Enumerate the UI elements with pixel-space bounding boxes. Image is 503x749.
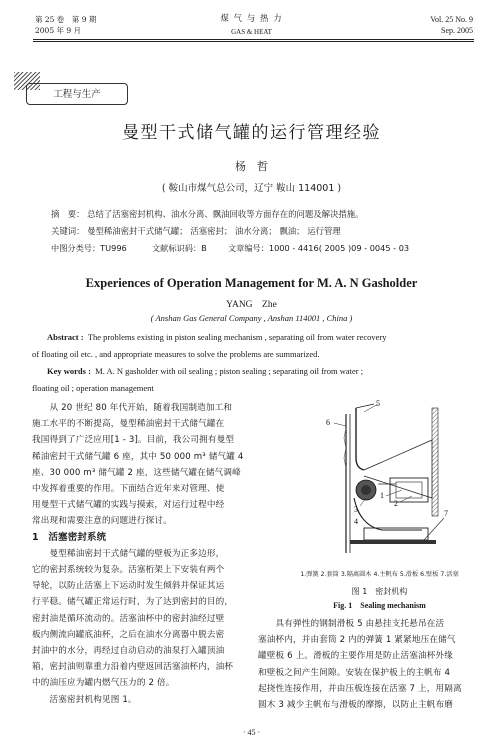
keywords-cn: [51, 226, 341, 236]
callout-7: 7: [444, 509, 448, 518]
section-line: 封油中的水分，再经过自动启动的油泵打入罐顶油: [32, 646, 225, 657]
section-line: 板内侧流向罐底油杯，之后在油水分离器中脱去密: [32, 629, 225, 640]
left-column: [32, 400, 254, 708]
abstract-cn-label: 摘 要：: [51, 209, 85, 219]
right-line: 和壁板之间产生间隙。安装在保护板上的主帆布 4: [258, 667, 451, 678]
header-date-en: Sep. 2005: [441, 26, 473, 35]
callout-6: 6: [326, 418, 330, 427]
right-line: 圆木 3 减少主帆布与滑板的摩擦，以防止主帆布磨: [258, 700, 454, 711]
callout-5: 5: [376, 399, 380, 408]
intro-line: 稀油密封干式储气罐 6 座，其中 50 000 m³ 储气罐 4: [32, 451, 244, 462]
classification: [51, 243, 409, 253]
header-volume: 第 25 卷 第 9 期: [35, 15, 97, 24]
callout-4: 4: [354, 517, 358, 526]
callout-3: 3: [354, 505, 358, 514]
section-line: 活塞密封机构见图 1。: [32, 694, 137, 705]
callout-2: 2: [394, 499, 398, 508]
section-line: 它的密封系统较为复杂。活塞桁架上下安装有两个: [32, 565, 225, 576]
section-line: 曼型稀油密封干式储气罐的壁板为正多边形，: [32, 548, 225, 559]
right-column: [258, 616, 488, 713]
intro-line: 我国得到了广泛应用[1 - 3]。目前，我公司拥有曼型: [32, 435, 235, 446]
author-en: YANG Zhe: [226, 300, 277, 310]
figure-caption-en: Fig. 1 Sealing mechanism: [333, 601, 426, 610]
title-en: Experiences of Operation Management for M. A. N Gasholder: [85, 276, 418, 290]
abstract-cn: [51, 209, 364, 219]
keywords-cn-label: 关键词：: [51, 226, 85, 236]
page-title: 曼型干式储气罐的运行管理经验: [122, 123, 381, 143]
author: 杨 哲: [235, 160, 268, 173]
header-rule: [33, 39, 474, 40]
sealing-mechanism-figure: [304, 398, 454, 566]
intro-line: 座、30 000 m³ 储气罐 2 座，这些储气罐在储气调峰: [32, 467, 241, 478]
header-rule-thin: [33, 41, 474, 42]
right-line: 起挠性连接作用，并由压板连接在活塞 7 上，用隔离: [258, 683, 462, 694]
keywords-en-line2: floating oil ; operation management: [32, 383, 154, 393]
article-number: 文章编号：1000 - 4416( 2005 )09 - 0045 - 03: [227, 243, 410, 253]
abstract-cn-text: 总结了活塞密封机构、油水分离、飘油回收等方面存在的问题及解决措施。: [87, 209, 364, 219]
keywords-en-label: Key words :: [47, 366, 91, 376]
right-line: 具有弹性的钢制滑板 5 由悬挂支托悬吊在活: [258, 619, 445, 629]
figure-caption: 图 1 密封机构: [351, 587, 408, 596]
section-line: 行平稳。储气罐正常运行时，为了达到密封的目的，: [32, 597, 234, 608]
page-number: · 45 ·: [242, 728, 261, 737]
affiliation: ( 鞍山市煤气总公司，辽宁 鞍山 114001 ): [161, 183, 342, 194]
header-journal: 煤 气 与 热 力: [220, 14, 283, 24]
keywords-cn-text: 曼型稀油密封干式储气罐； 活塞密封； 油水分离； 飘油； 运行管理: [87, 226, 341, 236]
section-line: 箱，密封油则靠重力沿着内壁返回活塞油杯内，油杯: [32, 662, 234, 673]
intro-line: 用曼型干式储气罐的实践与摸索，对运行过程中经: [32, 500, 225, 511]
intro-line: 常出现和需要注意的问题进行探讨。: [32, 516, 172, 527]
figure-legend: 1.弹簧 2.套筒 3.隔离圆木 4.主帆布 5.滑板 6.壁板 7.活塞: [300, 571, 459, 578]
section-label: 工程与生产: [26, 83, 128, 105]
intro-line: 施工水平的不断提高，曼型稀油密封干式储气罐在: [32, 419, 225, 430]
keywords-en-line1: M. A. N gasholder with oil sealing ; piston sealing ; separating oil from water ;: [95, 366, 364, 376]
right-line: 塞油杯内，并由套筒 2 内的弹簧 1 紧紧地压在储气: [258, 635, 456, 646]
doc-code: 文献标识码：B: [151, 243, 207, 253]
abstract-en: [32, 329, 477, 397]
abstract-en-line1: The problems existing in piston sealing mechanism , separating oil from water recovery: [87, 332, 387, 342]
callout-1: 1: [380, 491, 384, 500]
section-line: 密封油是循环流动的。活塞油杯中的密封油经过壁: [32, 613, 225, 624]
section-line: 导轮，以防止活塞上下运动时发生倾斜并保证其运: [32, 581, 225, 592]
header-date: 2005 年 9 月: [35, 26, 82, 35]
affiliation-en: ( Anshan Gas General Company , Anshan 114001 , China ): [150, 313, 353, 323]
clc-number: 中图分类号：TU996: [51, 243, 127, 253]
section-heading: 1 活塞密封系统: [32, 531, 107, 543]
section-line: 中的油压应为罐内燃气压力的 2 倍。: [32, 678, 175, 689]
header-volume-en: Vol. 25 No. 9: [430, 15, 473, 24]
right-line: 罐壁板 6 上。滑板的主要作用是防止活塞油杯外缘: [258, 651, 454, 662]
header-journal-en: GAS & HEAT: [231, 28, 272, 36]
abstract-en-label: Abstract :: [47, 332, 84, 342]
abstract-en-line2: of floating oil etc. , and appropriate measures to solve the problems are summarized.: [32, 349, 320, 359]
intro-line: 从 20 世纪 80 年代开始，随着我国制造加工和: [32, 403, 233, 413]
intro-line: 中发挥着重要的作用。下面结合近年来对管理、使: [32, 484, 225, 495]
